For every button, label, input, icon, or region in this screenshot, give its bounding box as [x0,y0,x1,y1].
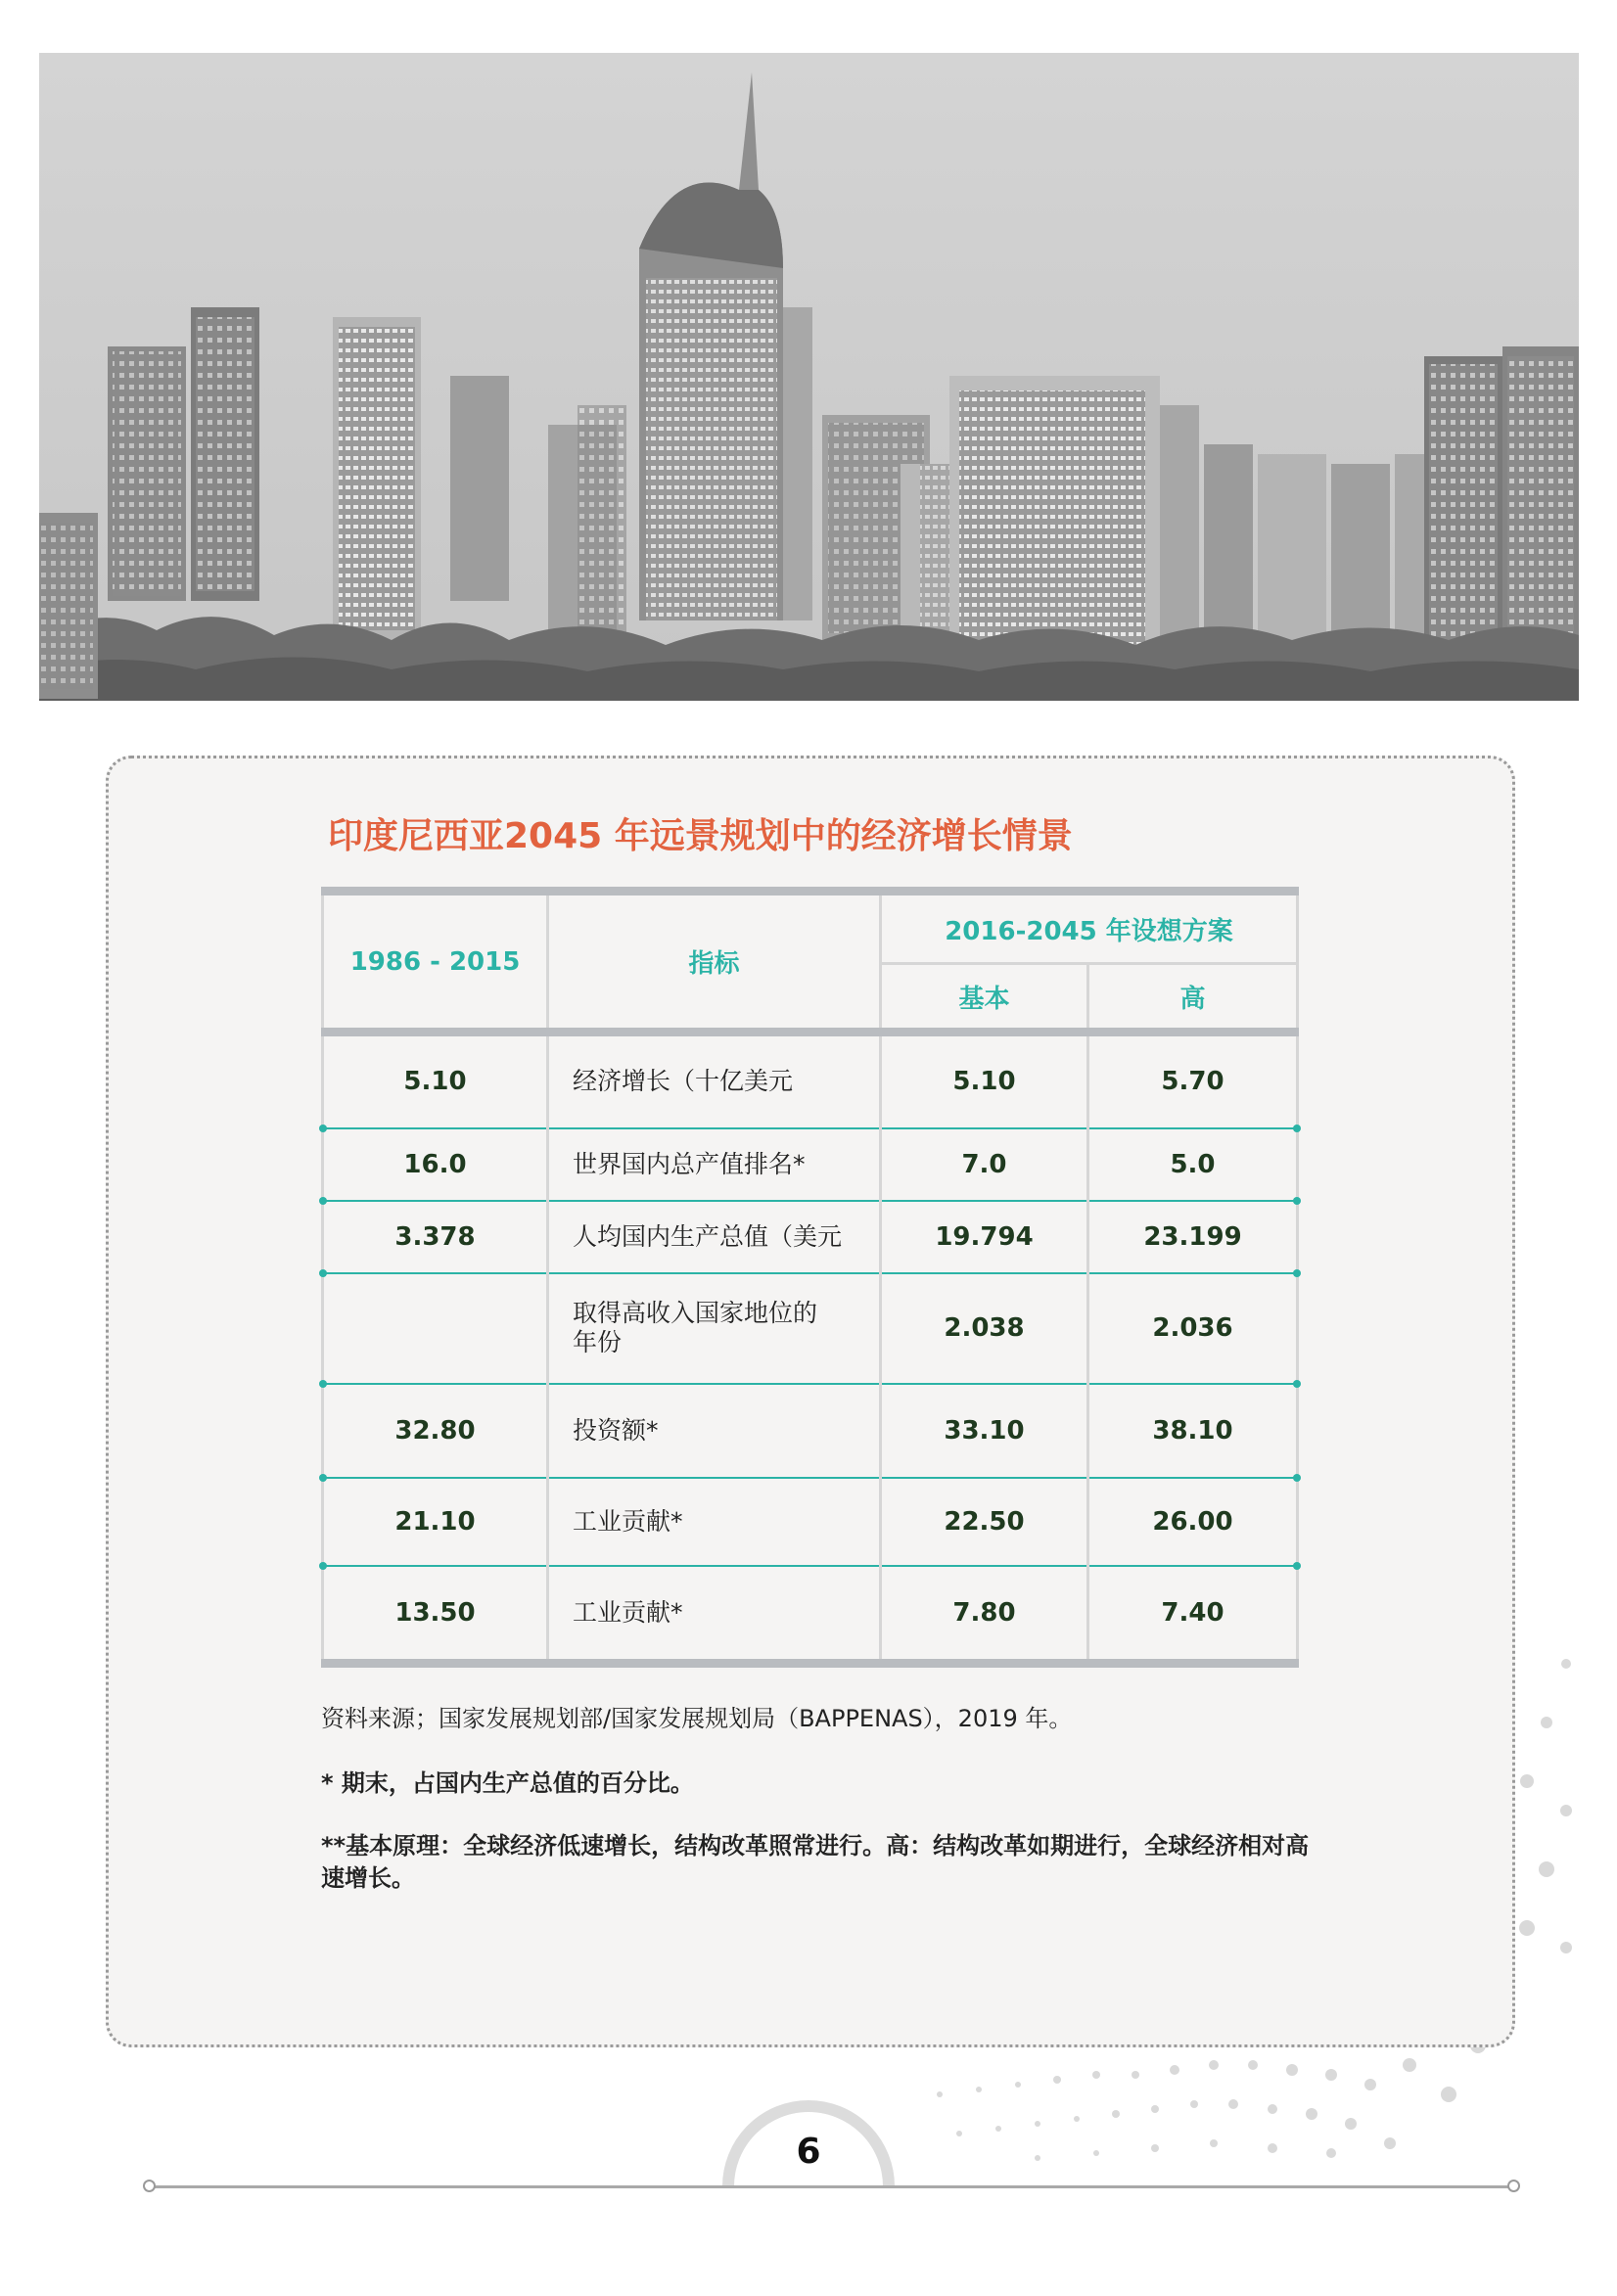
table-row [323,1384,1298,1478]
footer-rule [149,2185,1513,2188]
header-high: 高 [1088,964,1298,1033]
cell-indicator: 人均国内生产总值（美元 [548,1201,881,1273]
cell-indicator: 取得高收入国家地位的年份 [548,1273,881,1384]
cell-base: 33.10 [881,1384,1088,1478]
cell-base: 7.80 [881,1566,1088,1664]
cell-high: 26.00 [1088,1478,1298,1566]
header-period: 1986 - 2015 [323,892,548,1033]
growth-scenario-table [321,887,1299,1668]
cell-period: 32.80 [323,1384,548,1478]
footer-rule-endcap-right [1507,2180,1520,2192]
header-base: 基本 [881,964,1088,1033]
table-row [323,1128,1298,1201]
cell-indicator: 工业贡献* [548,1478,881,1566]
page-number: 6 [796,2132,821,2172]
city-skyline-photo [39,53,1579,701]
footer-rule-endcap-left [143,2180,156,2192]
skyline-illustration [39,53,1579,701]
table-row [323,1033,1298,1128]
source-note: 资料来源；国家发展规划部/国家发展规划局（BAPPENAS），2019 年。 [321,1705,1073,1732]
cell-indicator: 世界国内总产值排名* [548,1128,881,1201]
cell-high: 7.40 [1088,1566,1298,1664]
page-arc-mask [685,2188,940,2296]
cell-indicator: 工业贡献* [548,1566,881,1664]
table-row [323,1566,1298,1664]
table-row [323,1201,1298,1273]
cell-base: 19.794 [881,1201,1088,1273]
header-indicator: 指标 [548,892,881,1033]
cell-base: 5.10 [881,1033,1088,1128]
table-row [323,1273,1298,1384]
cell-period: 21.10 [323,1478,548,1566]
cell-high: 23.199 [1088,1201,1298,1273]
cell-high: 5.70 [1088,1033,1298,1128]
cell-base: 2.038 [881,1273,1088,1384]
cell-indicator: 投资额* [548,1384,881,1478]
cell-period: 3.378 [323,1201,548,1273]
footnote-1: * 期末，占国内生产总值的百分比。 [321,1769,694,1797]
cell-high: 38.10 [1088,1384,1298,1478]
cell-period: 13.50 [323,1566,548,1664]
cell-indicator: 经济增长（十亿美元 [548,1033,881,1128]
cell-period: 16.0 [323,1128,548,1201]
cell-period [323,1273,548,1384]
table-row [323,1478,1298,1566]
footnote-2: **基本原理：全球经济低速增长，结构改革照常进行。高：结构改革如期进行，全球经济相对高速增长。 [321,1832,1310,1892]
header-scenario: 2016-2045 年设想方案 [881,892,1298,964]
cell-high: 2.036 [1088,1273,1298,1384]
cell-base: 22.50 [881,1478,1088,1566]
section-title: 印度尼西亚2045 年远景规划中的经济增长情景 [328,816,1073,856]
cell-period: 5.10 [323,1033,548,1128]
cell-high: 5.0 [1088,1128,1298,1201]
cell-base: 7.0 [881,1128,1088,1201]
